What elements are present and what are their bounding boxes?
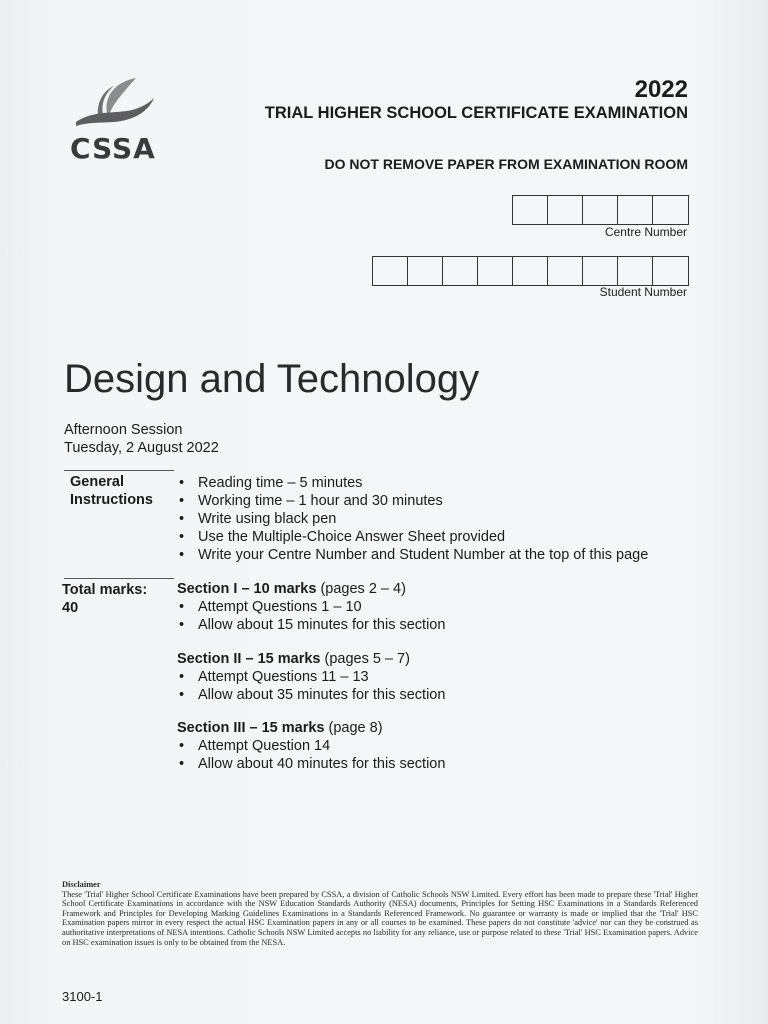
total-marks-value: 40 [62,600,79,616]
list-item: • Attempt Questions 11 – 13 [177,668,445,686]
student-number-digit-box[interactable] [653,257,688,285]
centre-number-digit-box[interactable] [513,196,548,224]
leaf-wave-icon [74,74,158,130]
section-heading [177,719,445,737]
list-item: • Allow about 35 minutes for this section [177,686,445,704]
section-list [177,598,445,634]
session-date: Tuesday, 2 August 2022 [64,440,219,456]
centre-number-digit-box[interactable] [618,196,653,224]
section-pages: (pages 2 – 4) [320,581,406,597]
list-item: • Write your Centre Number and Student Number at the top of this page [177,546,648,564]
exam-title: TRIAL HIGHER SCHOOL CERTIFICATE EXAMINATION [264,104,688,122]
centre-number-digit-box[interactable] [583,196,618,224]
section-title: Section II – 15 marks [177,651,321,667]
session-name: Afternoon Session [64,422,183,438]
section-pages: (pages 5 – 7) [324,651,410,667]
label-line: Total marks: [62,582,148,598]
student-number-digit-box[interactable] [478,257,513,285]
student-number-digit-box[interactable] [373,257,408,285]
exam-year: 2022 [634,76,688,103]
disclaimer-text: These 'Trial' Higher School Certificate Examinations have been prepared by CSSA, a division of Catholic Schools NSW Limited. Every effort has been made to prepare these 'Trial' Higher School Certificate Examinations in accordance with the NSW Education Standards Authority (NESA) documents, Principles for Setting HSC Examinations in a Standards Referenced Framework and Principles for Developing Marking Guidelines Examinations in a Standards Referenced Framework. No guarantee or warranty is made or implied that the 'Trial' HSC Examination papers mirror in every respect the actual HSC Examination papers in any or all courses to be examined. These papers do not constitute 'advice' nor can they be construed as authoritative interpretations of NESA intentions. Catholic Schools NSW Limited accepts no liability for any reliance, use or purpose related to these 'Trial' HSC Examination papers. Advice on HSC examination issues is only to be obtained from the NESA. [62,889,698,947]
section-title: Section I – 10 marks [177,581,317,597]
student-number-boxes[interactable] [372,256,689,286]
section-2 [177,650,445,704]
list-item: • Allow about 40 minutes for this section [177,755,445,773]
logo-text: CSSA [70,132,156,165]
list-item: • Attempt Questions 1 – 10 [177,598,445,616]
divider [64,578,174,579]
centre-number-digit-box[interactable] [548,196,583,224]
disclaimer [62,880,698,947]
student-number-digit-box[interactable] [583,257,618,285]
cssa-logo [70,74,160,170]
student-number-digit-box[interactable] [618,257,653,285]
label-line: General [70,474,124,490]
student-number-digit-box[interactable] [408,257,443,285]
student-number-digit-box[interactable] [548,257,583,285]
session-info [64,421,219,457]
centre-number-label: Centre Number [604,225,687,239]
list-item: • Use the Multiple-Choice Answer Sheet provided [177,528,648,546]
section-title: Section III – 15 marks [177,720,325,736]
general-instructions-list [177,474,648,564]
disclaimer-heading: Disclaimer [62,880,101,889]
section-3 [177,719,445,773]
total-marks-label [62,581,147,617]
section-list [177,668,445,704]
student-number-digit-box[interactable] [513,257,548,285]
label-line: Instructions [70,492,153,508]
list-item: • Allow about 15 minutes for this section [177,616,445,634]
divider [64,470,174,471]
section-heading [177,580,445,598]
list-item: • Attempt Question 14 [177,737,445,755]
section-heading [177,650,445,668]
list-item: • Reading time – 5 minutes [177,474,648,492]
section-1 [177,580,445,634]
list-item: • Working time – 1 hour and 30 minutes [177,492,648,510]
section-list [177,737,445,773]
paper-code: 3100-1 [62,989,103,1004]
removal-notice: DO NOT REMOVE PAPER FROM EXAMINATION ROOM [324,156,688,172]
centre-number-digit-box[interactable] [653,196,688,224]
student-number-digit-box[interactable] [443,257,478,285]
subject-title: Design and Technology [64,357,480,401]
general-instructions-label [70,473,153,509]
centre-number-boxes[interactable] [512,195,689,225]
list-item: • Write using black pen [177,510,648,528]
student-number-label: Student Number [599,285,687,299]
section-pages: (page 8) [328,720,383,736]
